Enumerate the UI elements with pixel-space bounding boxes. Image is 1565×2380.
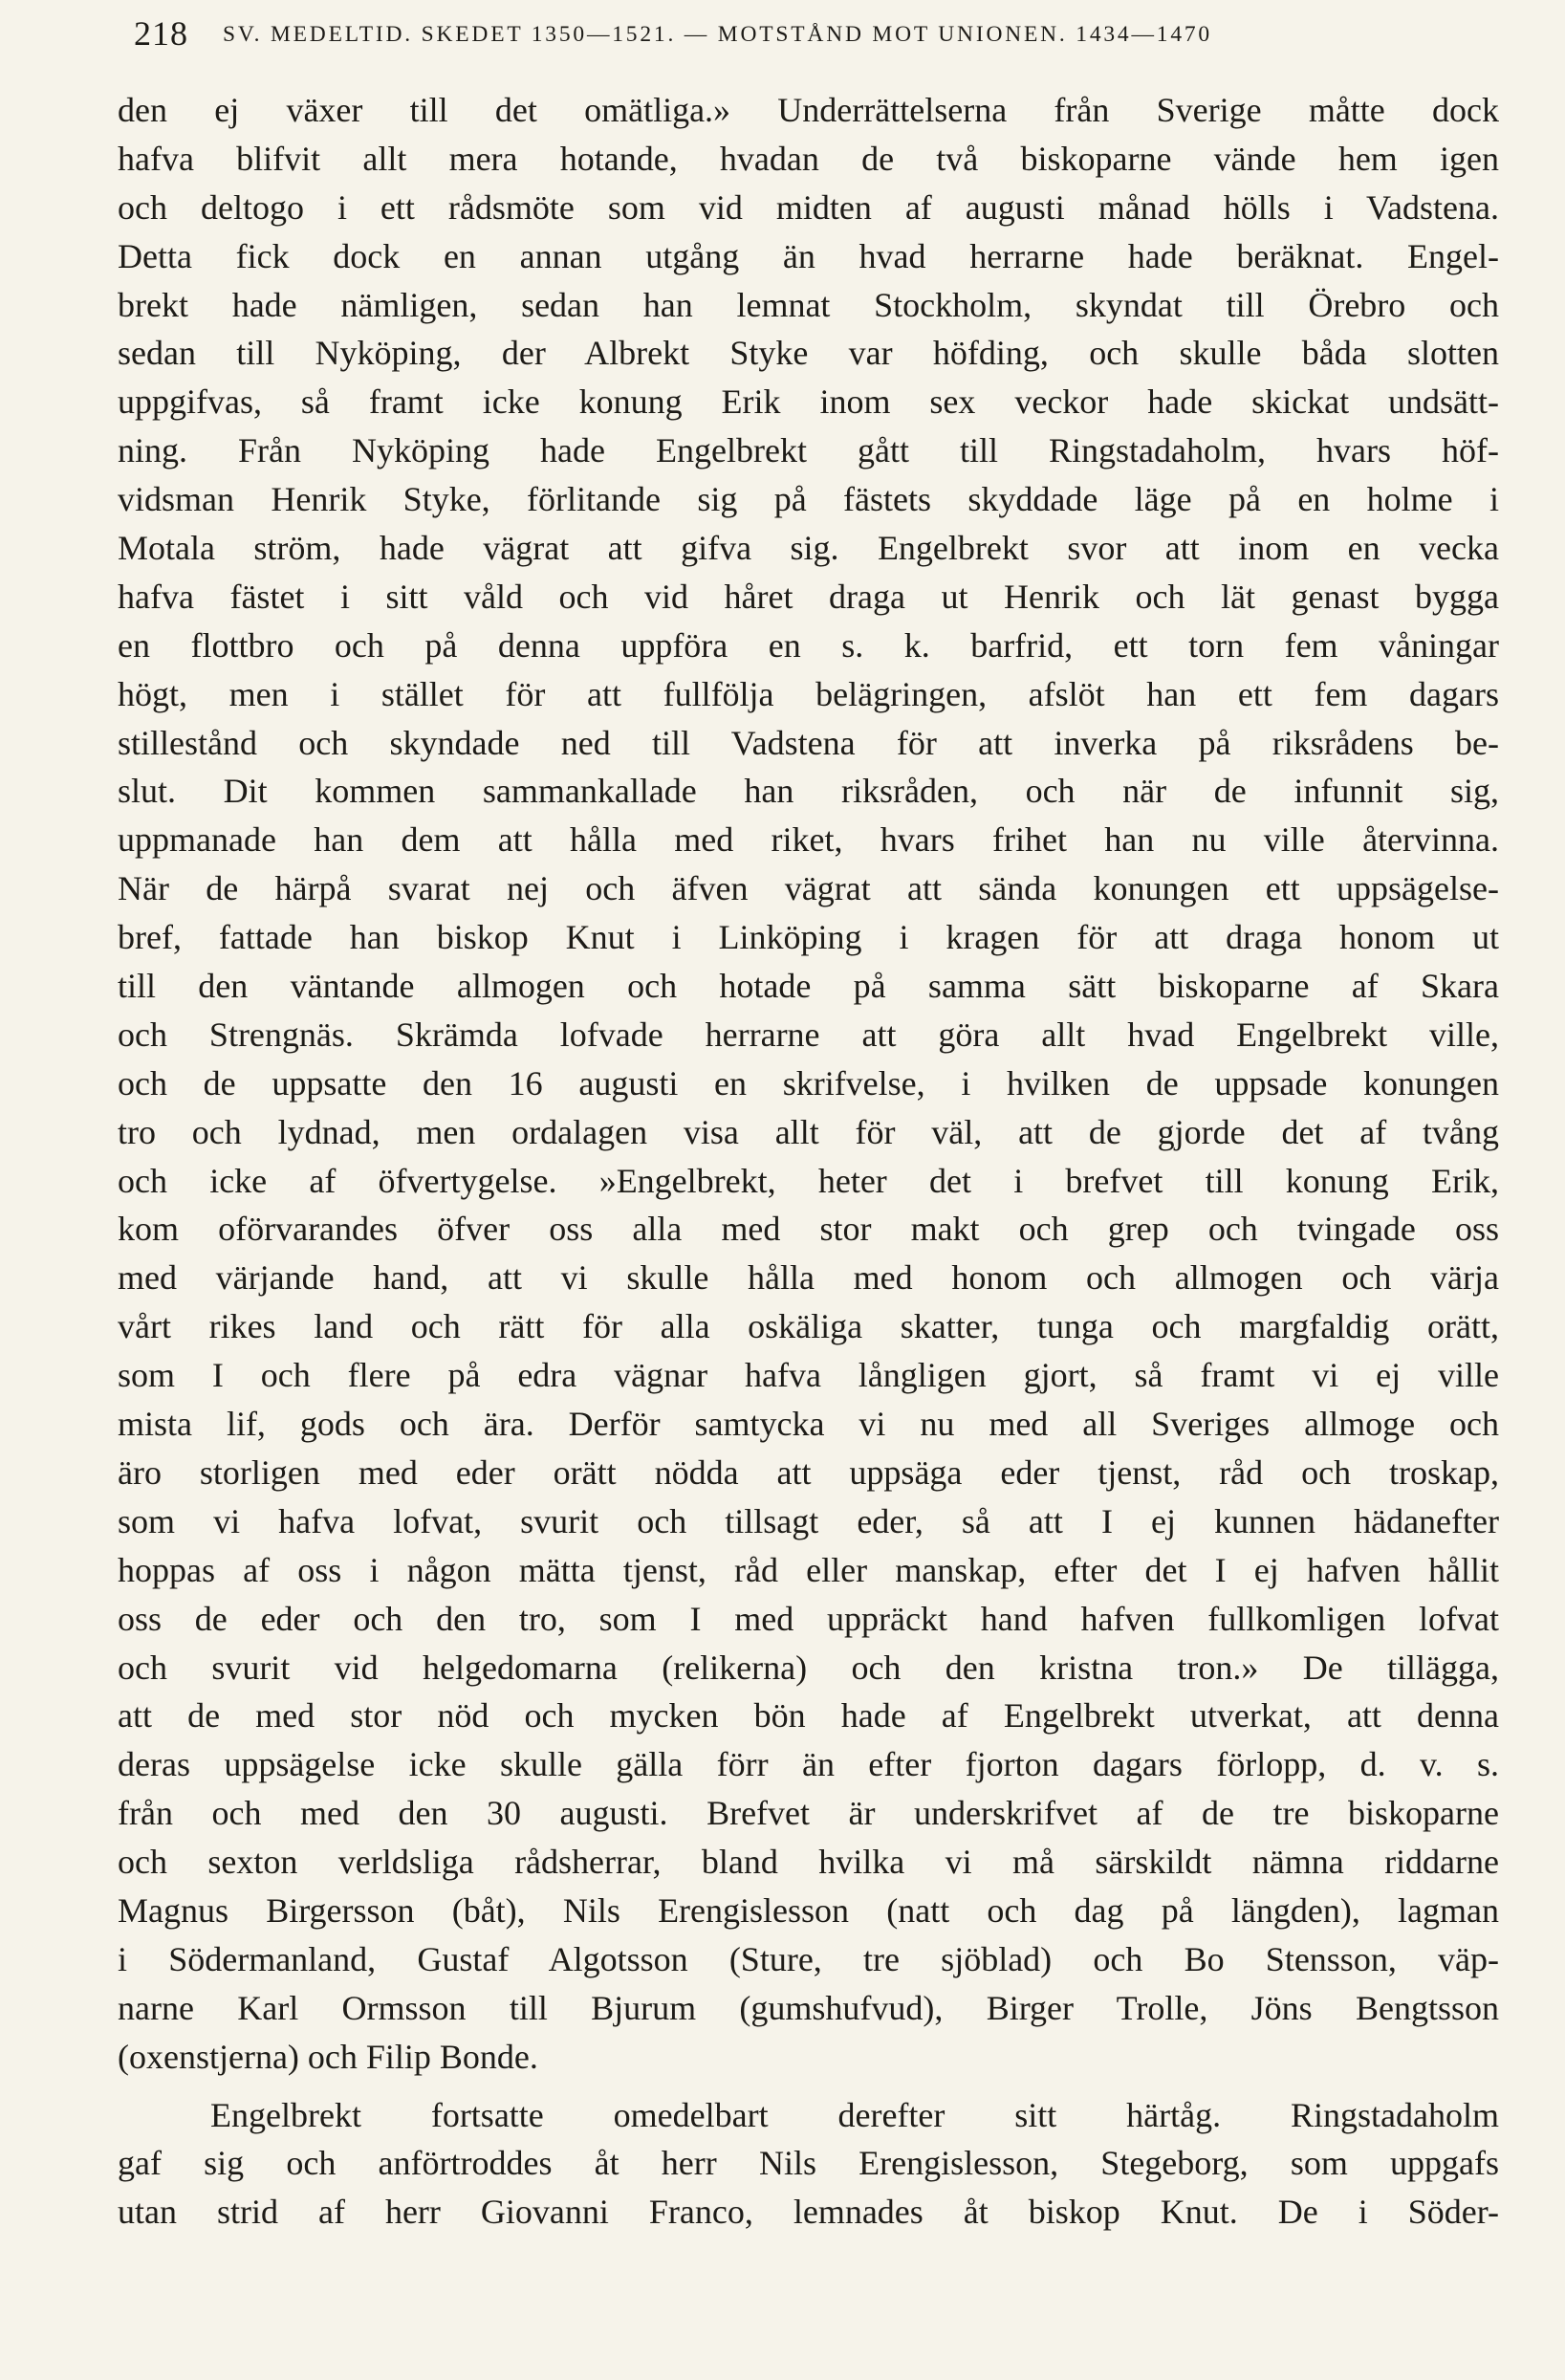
- text-line: Motala ström, hade vägrat att gifva sig. Engelbrekt svor att inom en vecka: [118, 529, 1499, 568]
- text-line: mista lif, gods och ära. Derför samtycka vi nu med all Sveriges allmoge och: [118, 1405, 1499, 1444]
- text-line: brekt hade nämligen, sedan han lemnat Stockholm, skyndat till Örebro och: [118, 285, 1499, 324]
- running-title: SV. MEDELTID. SKEDET 1350—1521. — MOTSTÅND MOT UNIONEN. 1434—1470: [223, 22, 1212, 47]
- text-line: från och med den 30 augusti. Brefvet är underskrifvet af de tre biskoparne: [118, 1794, 1499, 1833]
- text-line: tro och lydnad, men ordalagen visa allt för väl, att de gjorde det af tvång: [118, 1112, 1499, 1151]
- text-line: och Strengnäs. Skrämda lofvade herrarne att göra allt hvad Engelbrekt ville,: [118, 1015, 1499, 1054]
- text-line: kom oförvarandes öfver oss alla med stor makt och grep och tvingade oss: [118, 1210, 1499, 1249]
- text-line: gaf sig och anförtroddes åt herr Nils Erengislesson, Stegeborg, som uppgafs: [118, 2144, 1499, 2183]
- text-line: vidsman Henrik Styke, förlitande sig på fästets skyddade läge på en holme i: [118, 480, 1499, 519]
- text-line: som vi hafva lofvat, svurit och tillsagt eder, så att I ej kunnen hädanefter: [118, 1501, 1499, 1540]
- text-line: hafva fästet i sitt våld och vid håret draga ut Henrik och lät genast bygga: [118, 577, 1499, 616]
- text-line: vårt rikes land och rätt för alla oskäliga skatter, tunga och margfaldig orätt,: [118, 1307, 1499, 1346]
- text-line: uppmanade han dem att hålla med riket, hvars frihet han nu ville återvinna.: [118, 820, 1499, 860]
- text-line: oss de eder och den tro, som I med uppräckt hand hafven fullkomligen lofvat: [118, 1599, 1499, 1638]
- text-line: hoppas af oss i någon mätta tjenst, råd eller manskap, efter det I ej hafven hållit: [118, 1550, 1499, 1589]
- text-line: och svurit vid helgedomarna (relikerna) och den kristna tron.» De tillägga,: [118, 1648, 1499, 1687]
- text-line: i Södermanland, Gustaf Algotsson (Sture, tre sjöblad) och Bo Stensson, väp-: [118, 1939, 1499, 1978]
- text-line: bref, fattade han biskop Knut i Linköping i kragen för att draga honom ut: [118, 918, 1499, 957]
- text-line: en flottbro och på denna uppföra en s. k. barfrid, ett torn fem våningar: [118, 625, 1499, 665]
- text-line: med värjande hand, att vi skulle hålla med honom och allmogen och värja: [118, 1258, 1499, 1298]
- text-line: stillestånd och skyndade ned till Vadstena för att inverka på riksrådens be-: [118, 723, 1499, 762]
- text-line: och de uppsatte den 16 augusti en skrifvelse, i hvilken de uppsade konungen: [118, 1063, 1499, 1103]
- text-line: äro storligen med eder orätt nödda att uppsäga eder tjenst, råd och troskap,: [118, 1452, 1499, 1492]
- text-line: sedan till Nyköping, der Albrekt Styke var höfding, och skulle båda slotten: [118, 334, 1499, 373]
- page-number: 218: [134, 14, 188, 53]
- paragraph-1: [118, 86, 1499, 2082]
- text-line: och sexton verldsliga rådsherrar, bland hvilka vi må särskildt nämna riddarne: [118, 1843, 1499, 1882]
- text-line: som I och flere på edra vägnar hafva långligen gjort, så framt vi ej ville: [118, 1356, 1499, 1395]
- text-line: slut. Dit kommen sammankallade han riksråden, och när de infunnit sig,: [118, 772, 1499, 811]
- text-line: (oxenstjerna) och Filip Bonde.: [118, 2037, 538, 2076]
- text-line: och deltogo i ett rådsmöte som vid midten af augusti månad hölls i Vadstena.: [118, 187, 1499, 227]
- text-line: att de med stor nöd och mycken bön hade af Engelbrekt utverkat, att denna: [118, 1696, 1499, 1736]
- text-line: deras uppsägelse icke skulle gälla förr än efter fjorton dagars förlopp, d. v. s.: [118, 1745, 1499, 1784]
- text-line: och icke af öfvertygelse. »Engelbrekt, heter det i brefvet till konung Erik,: [118, 1161, 1499, 1200]
- text-line: Engelbrekt fortsatte omedelbart derefter sitt härtåg. Ringstadaholm: [210, 2095, 1499, 2134]
- text-line: Detta fick dock en annan utgång än hvad herrarne hade beräknat. Engel-: [118, 236, 1499, 275]
- text-line: utan strid af herr Giovanni Franco, lemnades åt biskop Knut. De i Söder-: [118, 2193, 1499, 2232]
- text-line: till den väntande allmogen och hotade på samma sätt biskoparne af Skara: [118, 967, 1499, 1006]
- paragraph-2: [118, 2091, 1499, 2238]
- page-header: [134, 13, 1501, 57]
- text-line: narne Karl Ormsson till Bjurum (gumshufvud), Birger Trolle, Jöns Bengtsson: [118, 1988, 1499, 2027]
- text-line: ning. Från Nyköping hade Engelbrekt gått till Ringstadaholm, hvars höf-: [118, 431, 1499, 470]
- body-text: [118, 86, 1499, 2237]
- text-line: Magnus Birgersson (båt), Nils Erengislesson (natt och dag på längden), lagman: [118, 1890, 1499, 1930]
- text-line: När de härpå svarat nej och äfven vägrat att sända konungen ett uppsägelse-: [118, 869, 1499, 908]
- text-line: hafva blifvit allt mera hotande, hvadan de två biskoparne vände hem igen: [118, 139, 1499, 178]
- text-line: uppgifvas, så framt icke konung Erik inom sex veckor hade skickat undsätt-: [118, 382, 1499, 422]
- text-line: högt, men i stället för att fullfölja belägringen, afslöt han ett fem dagars: [118, 674, 1499, 713]
- text-line: den ej växer till det omätliga.» Underrättelserna från Sverige måtte dock: [118, 91, 1499, 129]
